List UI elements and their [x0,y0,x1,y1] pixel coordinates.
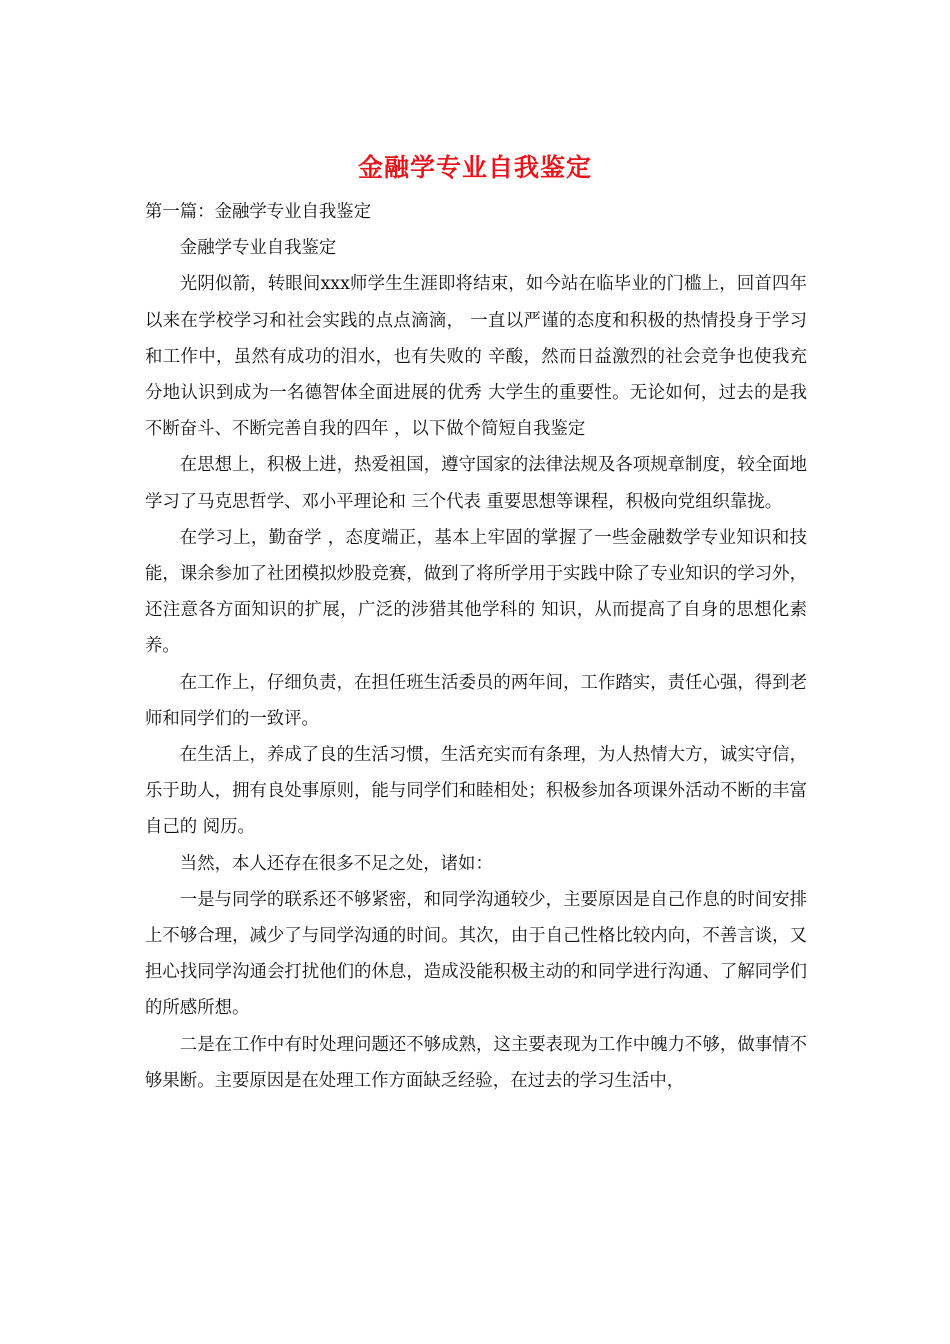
paragraph: 在学习上，勤奋学 ，态度端正，基本上牢固的掌握了一些金融数学专业知识和技能，课余参加了社团模拟炒股竞赛，做到了将所学用于实践中除了专业知识的学习外，还注意各方面知识的扩展，广泛的涉猎其他学科的 知识，从而提高了自身的思想化素养。 [145,527,807,657]
section-heading: 第一篇：金融学专业自我鉴定 [145,202,372,222]
paragraph: 在工作上，仔细负责，在担任班生活委员的两年间，工作踏实，责任心强，得到老师和同学们的一致评。 [145,672,807,729]
paragraph: 在生活上，养成了良的生活习惯，生活充实而有条理，为人热情大方，诚实守信，乐于助人，拥有良处事原则，能与同学们和睦相处；积极参加各项课外活动不断的丰富自己的 阅历。 [145,745,807,838]
paragraph: 在思想上，积极上进，热爱祖国，遵守国家的法律法规及各项规章制度，较全面地学习了马克思哲学、邓小平理论和 三个代表 重要思想等课程，积极向党组织靠拢。 [145,455,807,512]
document-body [145,194,807,1099]
paragraph: 一是与同学的联系还不够紧密，和同学沟通较少，主要原因是自己作息的时间安排上不够合理，减少了与同学沟通的时间。其次，由于自己性格比较内向，不善言谈，又担心找同学沟通会打扰他们的休息，造成没能积极主动的和同学进行沟通、了解同学们的所感所想。 [145,889,807,1019]
paragraph: 当然，本人还存在很多不足之处，诸如： [179,853,493,874]
paragraph: 金融学专业自我鉴定 [179,238,337,259]
paragraph: 二是在工作中有时处理问题还不够成熟，这主要表现为工作中魄力不够，做事情不够果断。主要原因是在处理工作方面缺乏经验，在过去的学习生活中， [145,1034,807,1091]
paragraph: 光阴似箭，转眼间xxx师学生生涯即将结束，如今站在临毕业的门槛上，回首四年以来在学校学习和社会实践的点点滴滴， 一直以严谨的态度和积极的热情投身于学习和工作中，虽然有成功的泪水，也有失败的 辛酸，然而日益激烈的社会竞争也使我充分地认识到成为一名德智体全面进展的优秀 大学生的重要性。无论如何，过去的是我不断奋斗、不断完善自我的四年 ，以下做个简短自我鉴定 [145,274,807,440]
document-title: 金融学专业自我鉴定 [357,153,592,182]
